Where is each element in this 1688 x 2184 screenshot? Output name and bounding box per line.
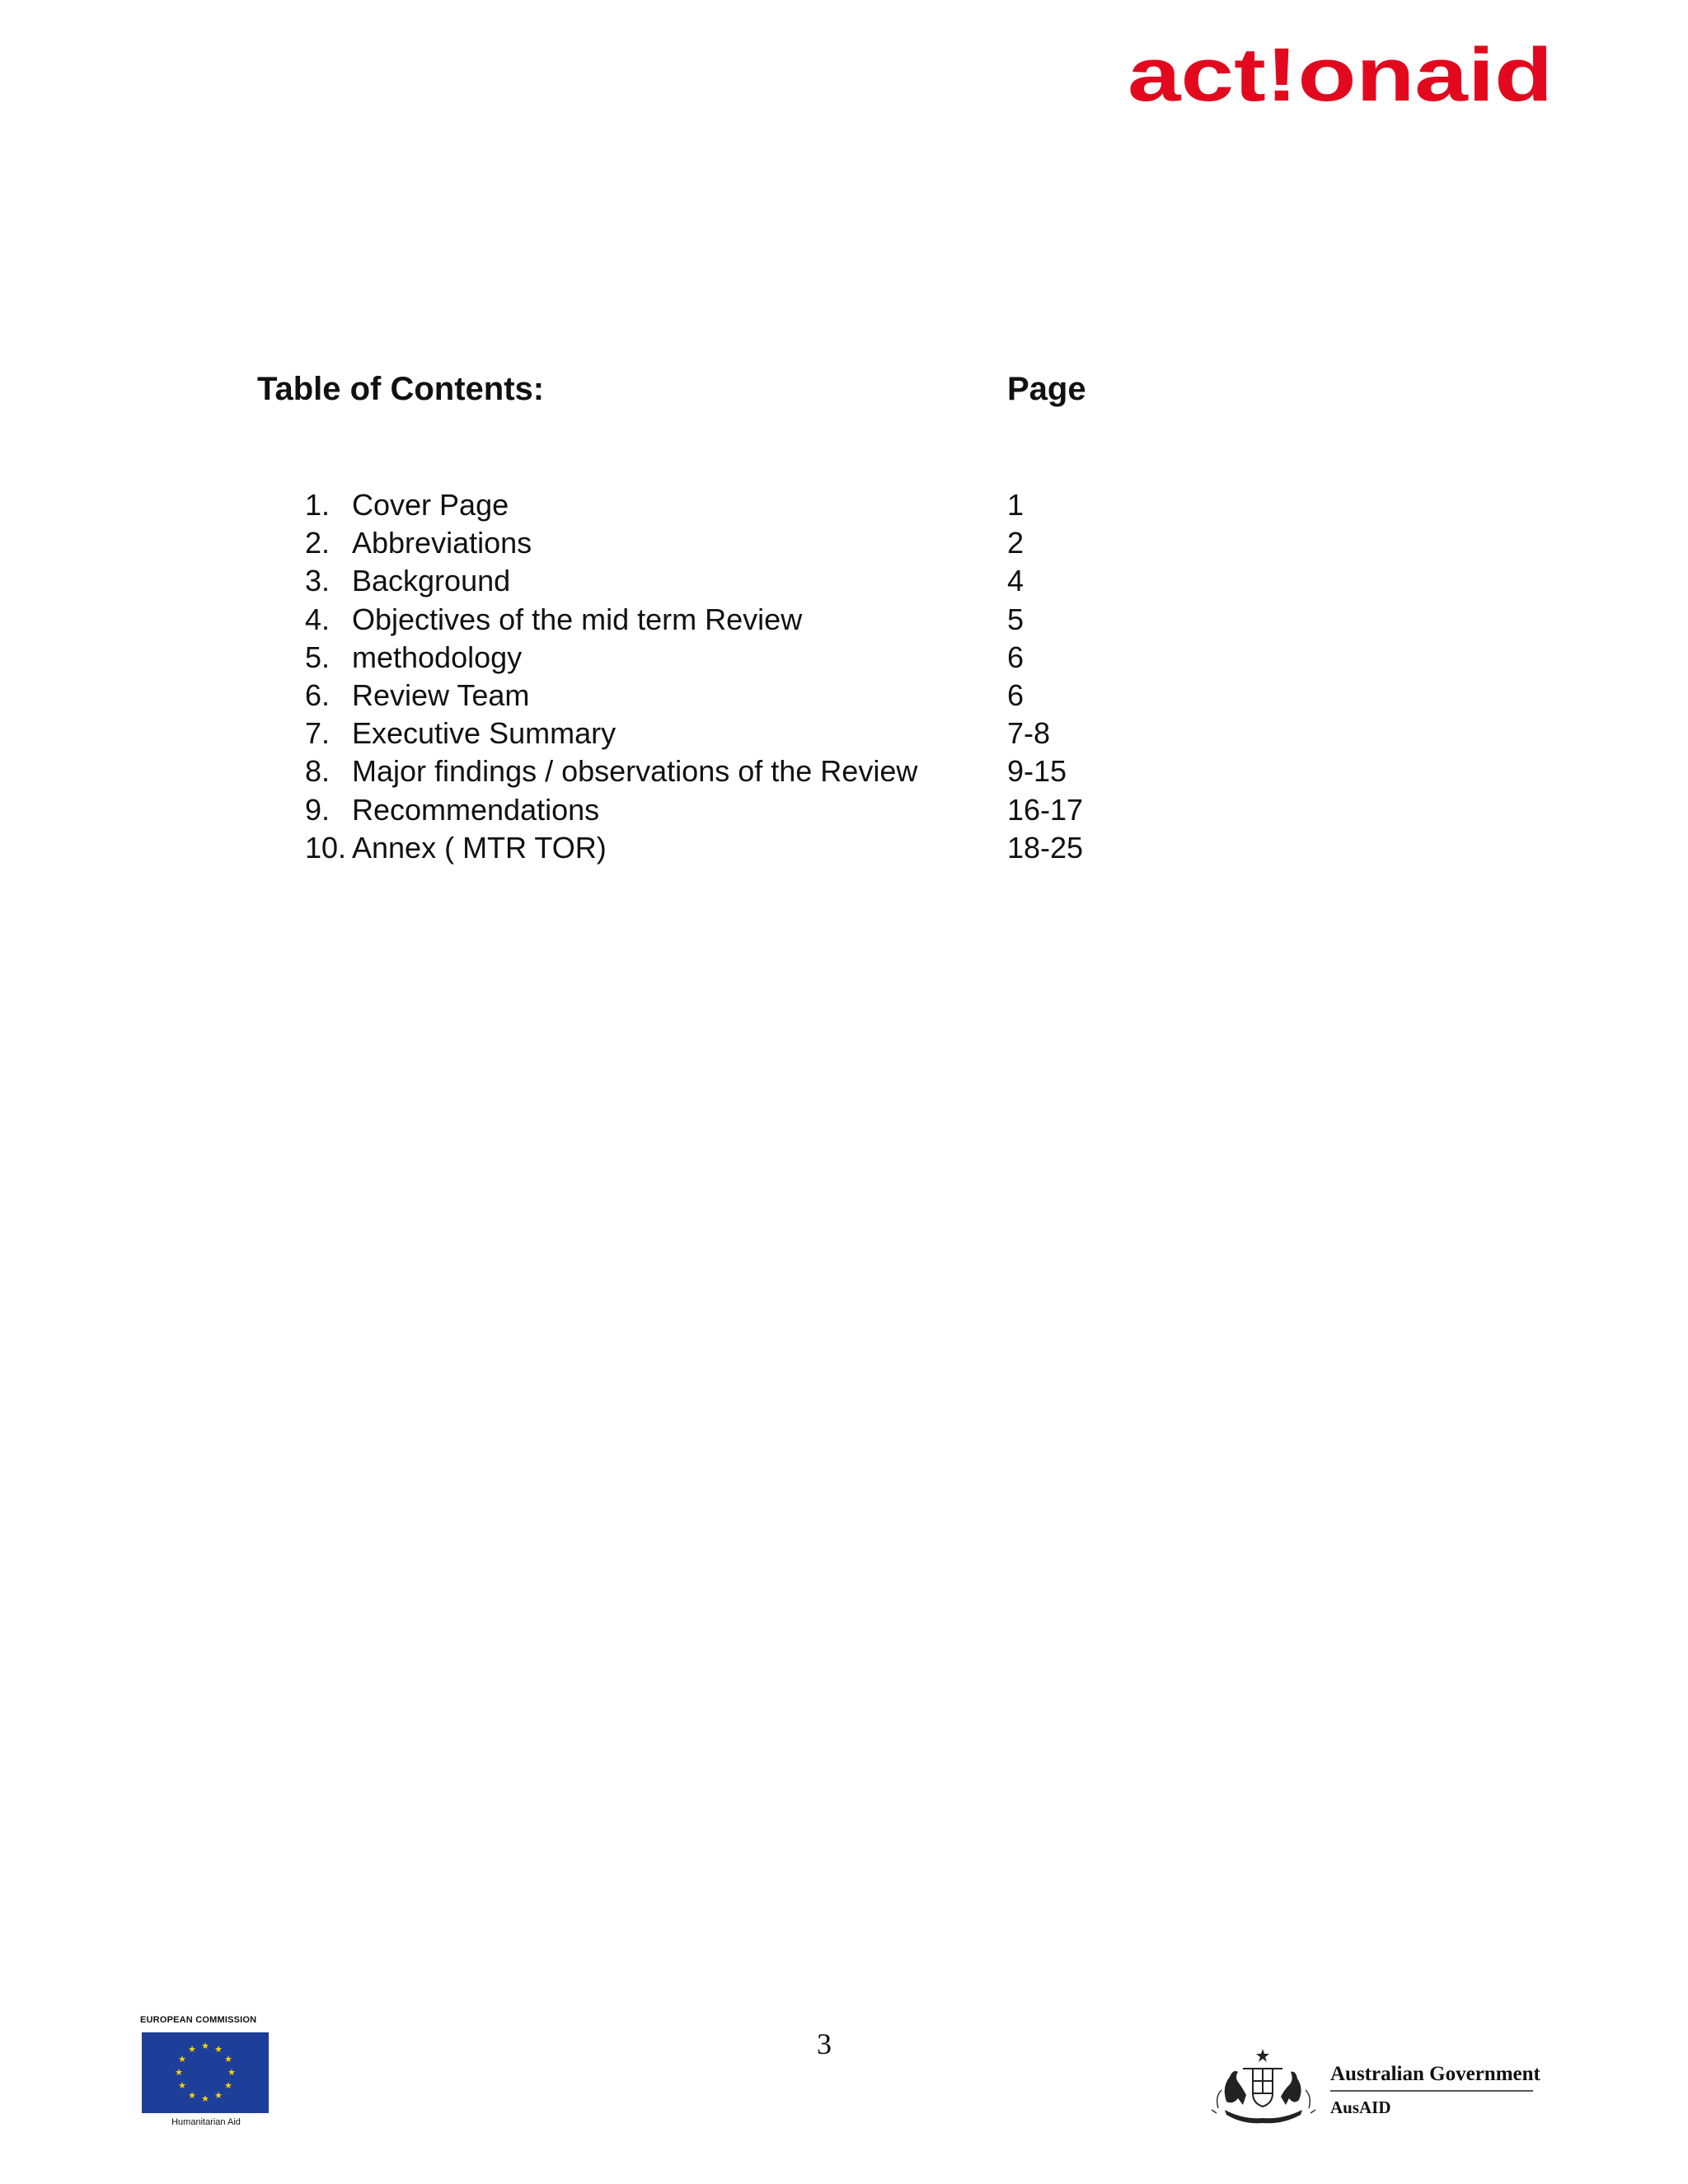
svg-text:★: ★ — [175, 2067, 183, 2078]
toc-entry-title: Objectives of the mid term Review — [352, 602, 803, 636]
toc-entry — [0, 486, 1688, 524]
svg-text:★: ★ — [227, 2067, 236, 2078]
toc-entry — [0, 829, 1688, 867]
toc-entry-page: 18-25 — [1007, 830, 1084, 865]
eu-logo-top-text: EUROPEAN COMMISSION — [140, 2015, 257, 2025]
toc-entry — [0, 715, 1688, 752]
toc-entry-title: Executive Summary — [352, 716, 617, 751]
page-column-heading: Page — [1007, 371, 1086, 407]
actionaid-logo — [1128, 41, 1556, 115]
toc-entry-number: 6. — [305, 677, 331, 712]
toc-entry — [0, 601, 1688, 639]
toc-list — [0, 486, 1688, 867]
toc-entry-title: Major findings / observations of the Review — [352, 754, 918, 789]
toc-entry-title: Recommendations — [352, 792, 600, 827]
toc-entry-number: 10. — [305, 830, 347, 865]
toc-entry-number: 2. — [305, 526, 331, 560]
toc-entry-title: Annex ( MTR TOR) — [352, 830, 607, 865]
toc-entry-page: 6 — [1007, 640, 1025, 674]
svg-text:★: ★ — [178, 2054, 186, 2064]
toc-entry-page: 16-17 — [1007, 792, 1084, 827]
toc-entry — [0, 524, 1688, 562]
svg-text:★: ★ — [188, 2044, 196, 2055]
svg-text:★: ★ — [178, 2080, 186, 2091]
toc-heading: Table of Contents: — [257, 371, 545, 407]
coat-of-arms-icon — [1210, 2044, 1317, 2130]
ausaid-text: AusAID — [1330, 2097, 1391, 2117]
svg-text:★: ★ — [214, 2090, 223, 2101]
svg-text:★: ★ — [224, 2080, 232, 2091]
toc-entry — [0, 677, 1688, 715]
toc-entry — [0, 752, 1688, 790]
toc-entry-page: 1 — [1007, 488, 1025, 522]
toc-entry-title: Review Team — [352, 677, 530, 712]
toc-entry — [0, 791, 1688, 829]
toc-entry-page: 4 — [1007, 564, 1025, 598]
toc-entry-page: 9-15 — [1007, 754, 1067, 789]
toc-entry-number: 1. — [305, 488, 331, 522]
toc-entry-page: 7-8 — [1007, 716, 1051, 751]
svg-text:★: ★ — [224, 2054, 232, 2064]
toc-entry-title: Cover Page — [352, 488, 509, 522]
eu-logo-bottom-text: Humanitarian Aid — [171, 2117, 241, 2127]
european-commission-logo — [140, 2014, 272, 2130]
toc-entry-title: Abbreviations — [352, 526, 532, 560]
toc-entry-number: 9. — [305, 792, 331, 827]
toc-entry — [0, 562, 1688, 600]
toc-entry-page: 6 — [1007, 677, 1025, 712]
toc-entry-number: 7. — [305, 716, 331, 751]
toc-entry-title: Background — [352, 564, 511, 598]
australian-government-logo — [1210, 2044, 1540, 2135]
toc-entry-number: 5. — [305, 640, 331, 674]
toc-entry-title: methodology — [352, 640, 523, 674]
eu-flag-icon — [142, 2032, 269, 2113]
australian-government-text: Australian Government — [1330, 2063, 1540, 2085]
svg-text:★: ★ — [201, 2093, 209, 2104]
toc-entry-number: 3. — [305, 564, 331, 598]
svg-text:★: ★ — [188, 2090, 196, 2101]
svg-text:act!onaid: act!onaid — [1128, 41, 1553, 115]
toc-entry-number: 8. — [305, 754, 331, 789]
svg-text:★: ★ — [214, 2044, 223, 2055]
toc-entry — [0, 639, 1688, 677]
page-number: 3 — [817, 2027, 832, 2060]
svg-text:★: ★ — [201, 2041, 209, 2051]
logo-divider — [1330, 2090, 1533, 2092]
toc-entry-page: 2 — [1007, 526, 1025, 560]
toc-entry-number: 4. — [305, 602, 331, 636]
toc-entry-page: 5 — [1007, 602, 1025, 636]
